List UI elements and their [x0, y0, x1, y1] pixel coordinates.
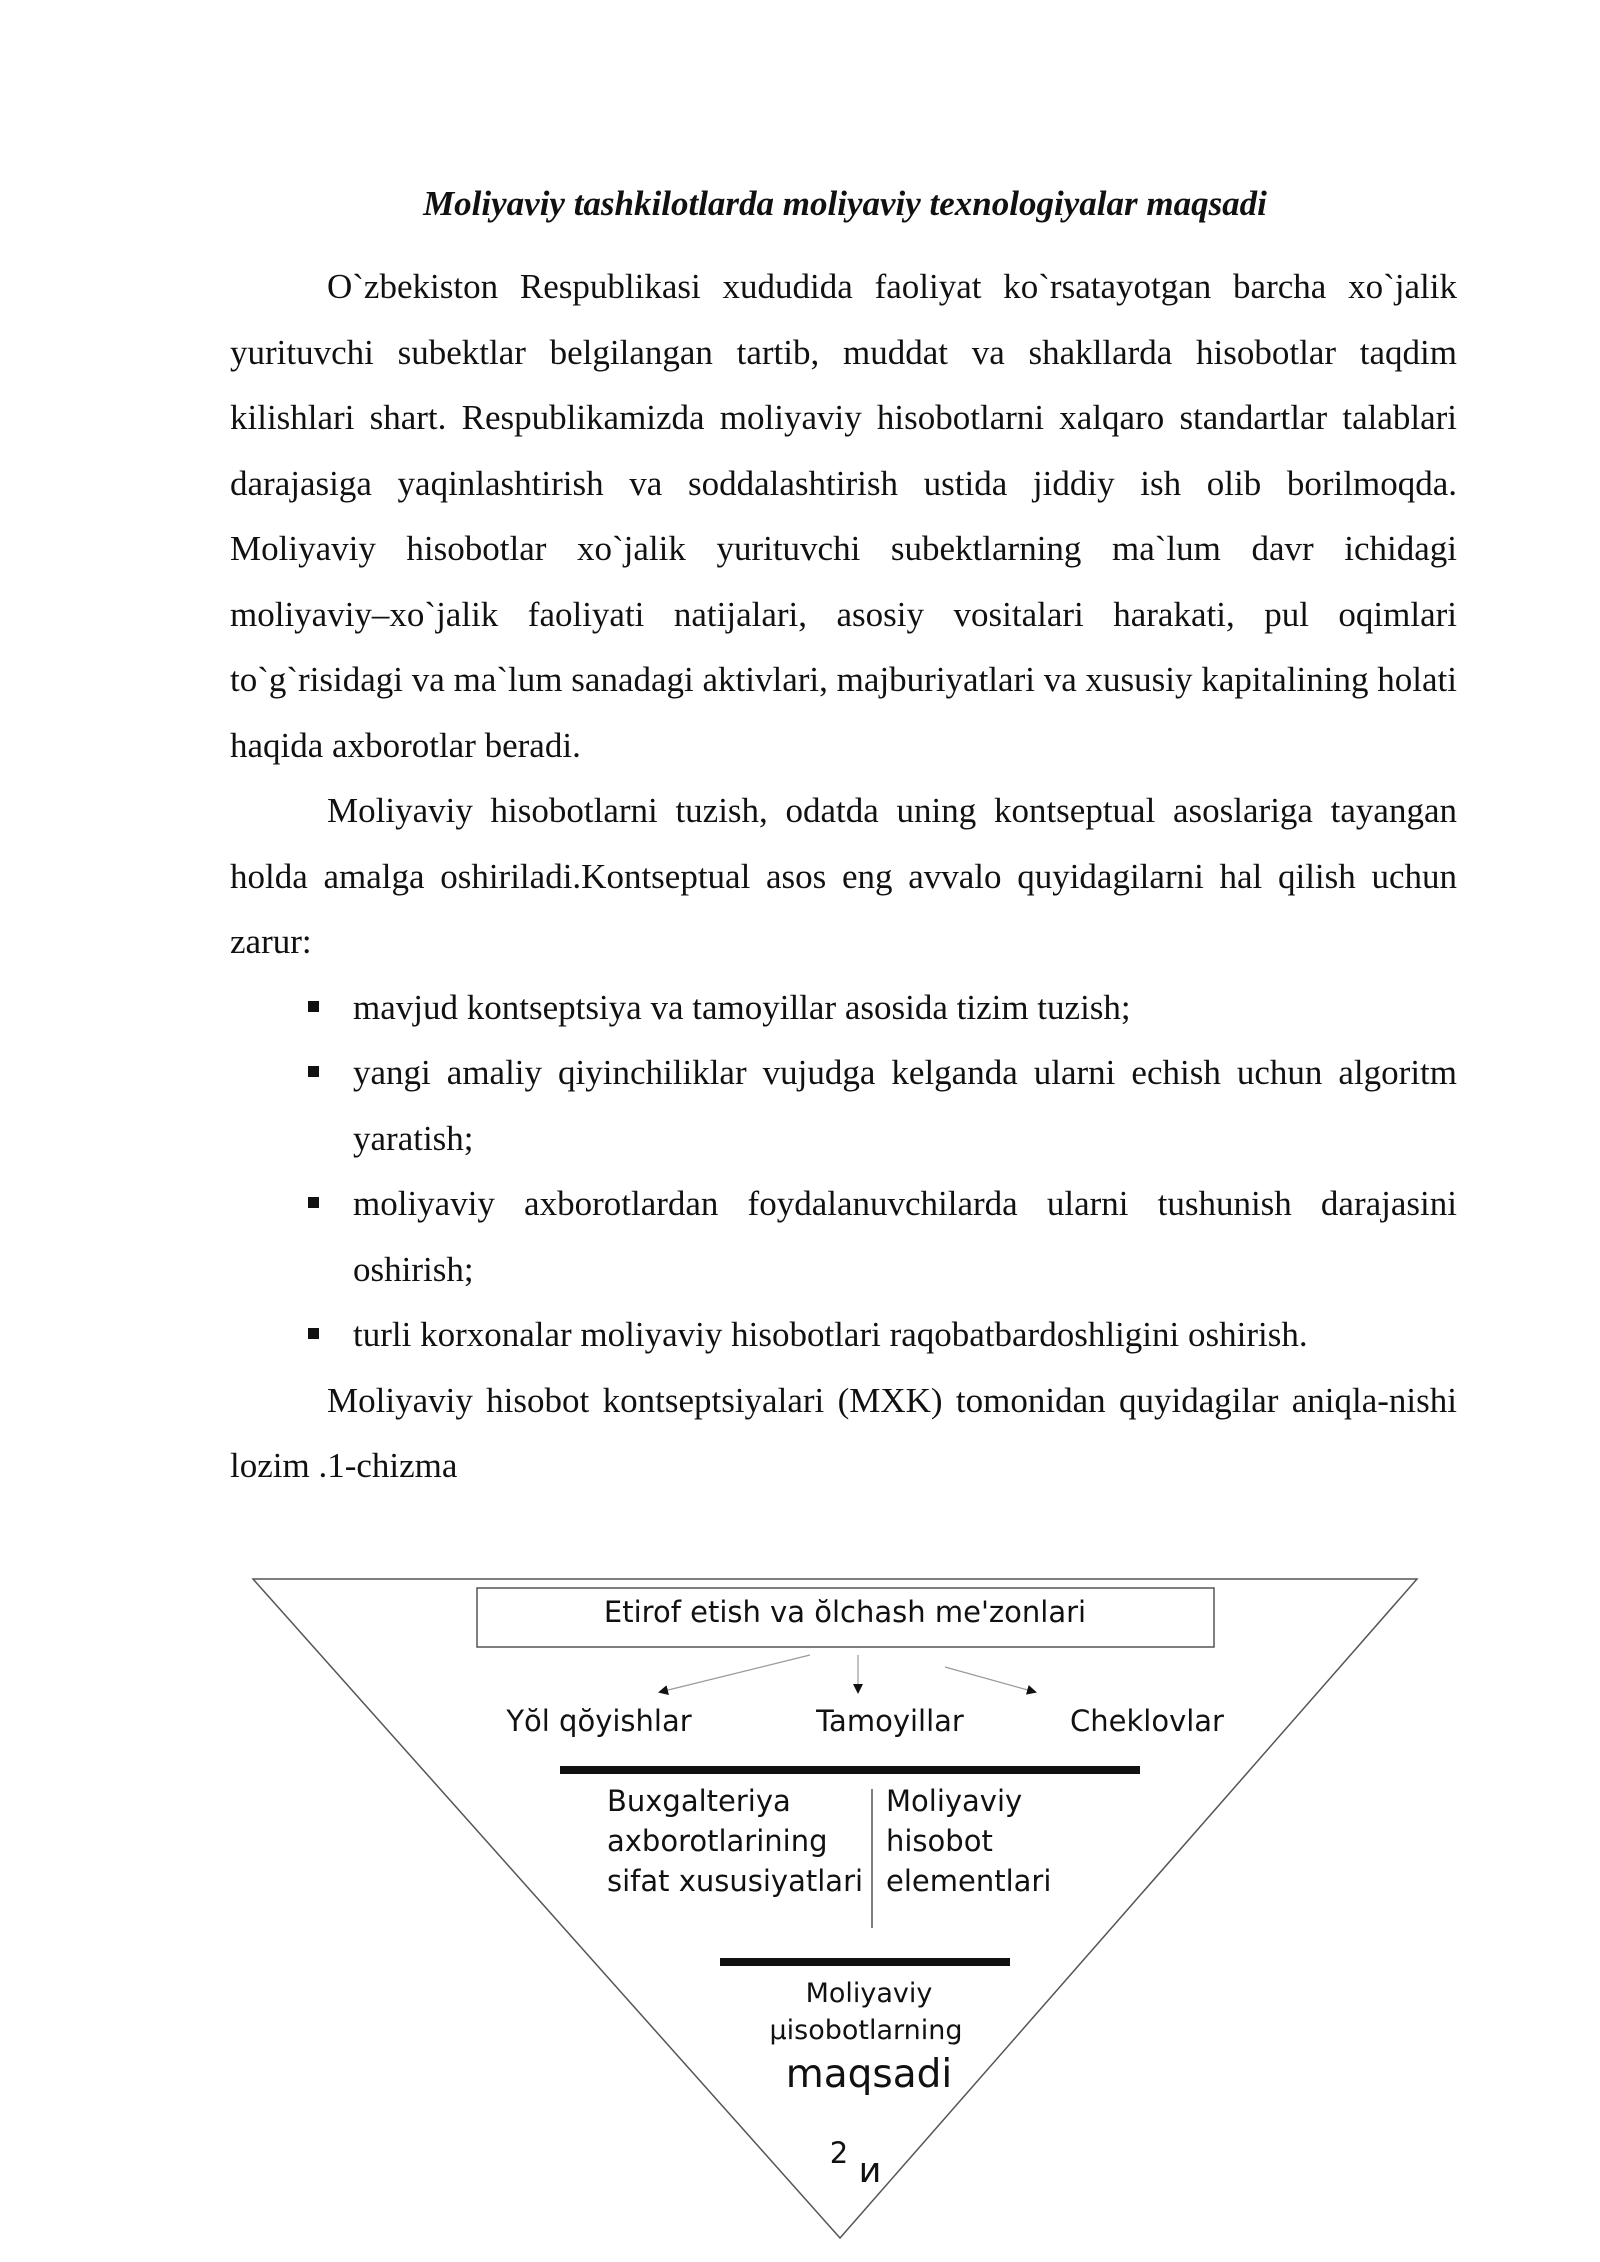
paragraph-intro: O`zbekiston Respublikasi xududida faoliyat ko`rsatayotgan barcha xo`jalik yurituvchi subektlar belgilangan tartib, muddat va shakllarda hisobotlar taqdim kilishlari shart. Respublikamizda moliyaviy hisobotlarni xalqaro standartlar talablari darajasiga yaqinlashtirish va soddalashtirish ustida jiddiy ish olib borilmoqda. Moliyaviy hisobotlar xo`jalik yurituvchi subektlarning ma`lum davr ichidagi moliyaviy–xo`jalik faoliyati natijalari, asosiy vositalari harakati, pul oqimlari to`g`risidagi va ma`lum sanadagi aktivlari, majburiyatlari va xususiy kapitalining holati haqida axborotlar beradi.	[230, 267, 1457, 765]
report-elements-line-2: hisobot	[886, 1824, 993, 1858]
constraints-label: Cheklovlar	[1070, 1704, 1224, 1738]
objective-line-2: μisobotlarning	[769, 2015, 963, 2046]
quality-characteristics-line-3: sifat xususiyatlari	[607, 1864, 864, 1898]
list-item-text: yangi amaliy qiyinchiliklar vujudga kelganda ularni echish uchun algoritm yaratish;	[353, 1053, 1457, 1158]
objective-line-1: Moliyaviy	[805, 1978, 933, 2009]
list-item-text: moliyaviy axborotlardan foydalanuvchilarda ularni tushunish darajasini oshirish;	[353, 1184, 1457, 1289]
quality-characteristics-line-1: Buxgalteriya	[607, 1784, 791, 1818]
list-item-text: mavjud kontseptsiya va tamoyillar asosida tizim tuzish;	[353, 987, 1131, 1027]
list-item-text: turli korxonalar moliyaviy hisobotlari raqobatbardoshligini oshirish.	[353, 1315, 1308, 1354]
criteria-label: Etirof etish va ŏlchash me'zonlari	[603, 1595, 1087, 1629]
arrow-left	[660, 1655, 810, 1692]
paragraph-conceptual-basis: Moliyaviy hisobotlarni tuzish, odatda uning kontseptual asoslariga tayangan holda amalga oshiriladi.Kontseptual asos eng avvalo quyidagilarni hal qilish uchun zarur:	[230, 791, 1457, 961]
objective-line-3: maqsadi	[785, 2052, 953, 2097]
report-elements-line-1: Moliyaviy	[886, 1784, 1023, 1818]
footer-page-mark: 2	[829, 2136, 849, 2170]
assumptions-label: Yŏl qŏyishlar	[506, 1704, 692, 1738]
report-elements-line-3: elementlari	[886, 1864, 1052, 1898]
footer-glyph: и	[858, 2151, 882, 2191]
paragraph-closing: Moliyaviy hisobot kontseptsiyalari (MXK) tomonidan quyidagilar aniqla-nishi lozim .1-chizma	[230, 1380, 1457, 1485]
principles-label: Tamoyillar	[816, 1704, 964, 1738]
page-title: Moliyaviy tashkilotlarda moliyaviy texnologiyalar maqsadi	[423, 184, 1267, 223]
arrow-right	[945, 1667, 1035, 1692]
quality-characteristics-line-2: axborotlarining	[607, 1824, 828, 1858]
